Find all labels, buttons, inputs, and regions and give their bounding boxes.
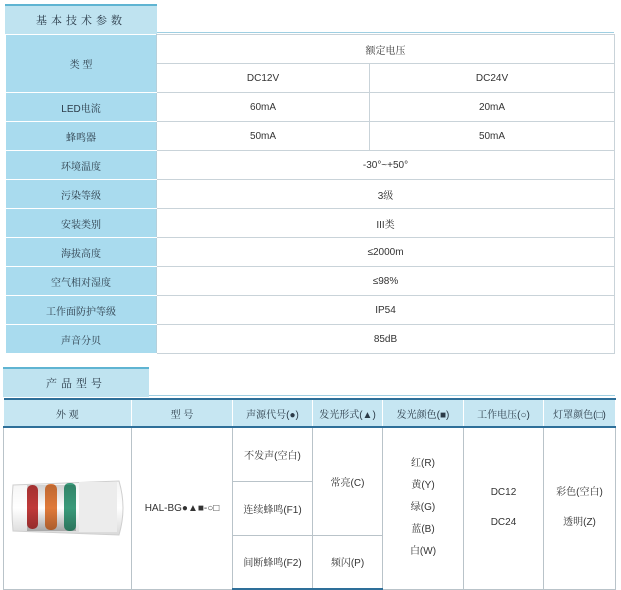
header-appearance: 外 观 xyxy=(4,399,132,427)
spec-label: 环境温度 xyxy=(6,151,157,180)
light-option: 频闪(P) xyxy=(313,535,383,589)
spec-value: ≤2000m xyxy=(157,238,615,267)
type-label: 类 型 xyxy=(6,35,157,93)
section-rule-specs xyxy=(157,32,614,33)
spec-label: 声音分贝 xyxy=(6,325,157,354)
header-voltage: 工作电压(○) xyxy=(464,399,544,427)
spec-label: 海拔高度 xyxy=(6,238,157,267)
color-option: 绿(G) xyxy=(410,502,436,514)
dc24-header: DC24V xyxy=(370,64,615,93)
header-model: 型 号 xyxy=(132,399,233,427)
header-sound: 声源代号(●) xyxy=(233,399,313,427)
cover-option: 彩色(空白) xyxy=(556,487,603,499)
header-cover-color: 灯罩颜色(□) xyxy=(544,399,616,427)
voltage-option: DC12 xyxy=(490,487,517,499)
spec-label: 空气相对湿度 xyxy=(6,267,157,296)
voltage-cell xyxy=(464,427,544,589)
sound-option: 间断蜂鸣(F2) xyxy=(233,535,313,589)
spec-value: 3级 xyxy=(157,180,615,209)
voltage-option: DC24 xyxy=(490,517,517,529)
spec-value: -30°~+50° xyxy=(157,151,615,180)
signal-tower-lamp-image xyxy=(9,479,127,537)
rated-voltage-header: 额定电压 xyxy=(157,35,615,64)
spec-value: 85dB xyxy=(157,325,615,354)
spec-value-dc24: 50mA xyxy=(370,122,615,151)
model-code: HAL-BG●▲■-○□ xyxy=(132,427,233,589)
product-table xyxy=(3,398,616,590)
spec-label: LED电流 xyxy=(6,93,157,122)
spec-value: IP54 xyxy=(157,296,615,325)
spec-value-dc12: 50mA xyxy=(157,122,370,151)
color-option: 蓝(B) xyxy=(411,524,435,536)
spec-value: III类 xyxy=(157,209,615,238)
cover-color-cell xyxy=(544,427,616,589)
section-title-specs: 基本技术参数 xyxy=(5,4,157,34)
color-option: 红(R) xyxy=(411,458,435,470)
spec-label: 污染等级 xyxy=(6,180,157,209)
light-option: 常亮(C) xyxy=(313,427,383,535)
sound-option: 不发声(空白) xyxy=(233,427,313,481)
header-light-color: 发光颜色(■) xyxy=(383,399,464,427)
color-option: 白(W) xyxy=(409,546,437,558)
spec-value-dc12: 60mA xyxy=(157,93,370,122)
sound-option: 连续蜂鸣(F1) xyxy=(233,481,313,535)
product-image-cell xyxy=(4,427,132,589)
spec-value-dc24: 20mA xyxy=(370,93,615,122)
section-rule-models xyxy=(149,395,615,396)
color-option: 黄(Y) xyxy=(411,480,435,492)
cover-option: 透明(Z) xyxy=(563,517,596,529)
spec-label: 工作面防护等级 xyxy=(6,296,157,325)
dc12-header: DC12V xyxy=(157,64,370,93)
spec-value: ≤98% xyxy=(157,267,615,296)
spec-table xyxy=(5,34,615,354)
spec-label: 安装类别 xyxy=(6,209,157,238)
spec-label: 蜂鸣器 xyxy=(6,122,157,151)
light-colors-cell xyxy=(383,427,464,589)
header-light-mode: 发光形式(▲) xyxy=(313,399,383,427)
section-title-models: 产品型号 xyxy=(3,367,149,397)
